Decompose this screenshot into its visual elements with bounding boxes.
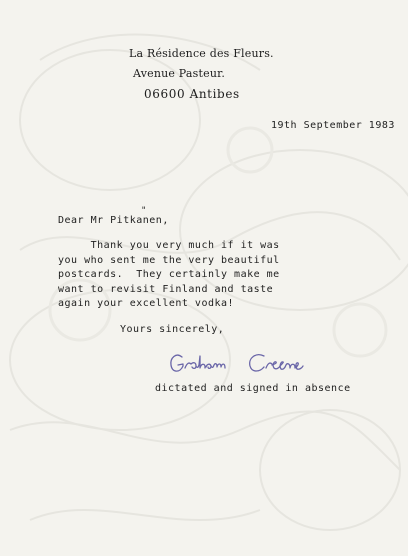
signature-note: dictated and signed in absence xyxy=(155,383,351,394)
letter-date: 19th September 1983 xyxy=(271,120,395,131)
letterhead-residence: La Résidence des Fleurs. xyxy=(129,47,274,60)
body-line: again your excellent vodka! xyxy=(58,298,235,309)
letter-body xyxy=(58,239,398,312)
handwritten-signature xyxy=(168,348,348,380)
salutation: Dear Mr Pitkanen, xyxy=(58,215,169,226)
body-line: want to revisit Finland and taste xyxy=(58,283,274,295)
body-line: you who sent me the very beautiful xyxy=(58,254,280,266)
letterhead-street: Avenue Pasteur. xyxy=(133,67,226,80)
body-line: postcards. They certainly make me xyxy=(58,269,280,280)
closing: Yours sincerely, xyxy=(120,324,225,335)
body-line: Thank you very much if it was xyxy=(58,240,280,251)
letterhead-city: 06600 Antibes xyxy=(144,87,240,101)
umlaut-mark: " xyxy=(141,206,147,216)
letterhead xyxy=(0,0,408,110)
